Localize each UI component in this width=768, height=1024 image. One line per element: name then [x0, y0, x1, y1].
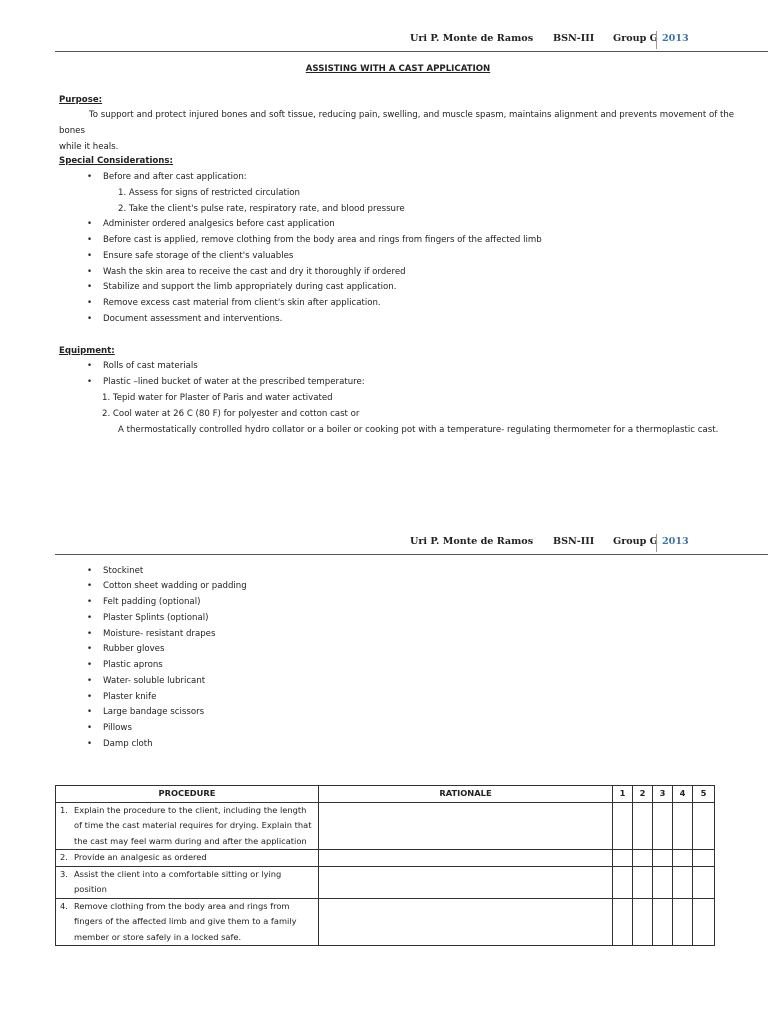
list-item — [87, 267, 406, 277]
list-item — [87, 739, 153, 749]
list-item-text: Document assessment and interventions. — [103, 314, 283, 324]
step-text: of time the cast material requires for drying. Explain that — [74, 820, 312, 830]
bullet-icon: • — [87, 377, 93, 387]
list-item — [87, 581, 247, 591]
list-item — [87, 298, 381, 308]
procedure-cell — [56, 866, 319, 898]
list-item — [87, 629, 215, 639]
header-rule — [55, 51, 768, 52]
rationale-cell[interactable] — [319, 866, 613, 898]
score-cell[interactable] — [673, 866, 693, 898]
list-item — [87, 219, 335, 229]
group-label: Group G — [613, 33, 658, 44]
year-label: 2013 — [662, 536, 689, 547]
score-cell[interactable] — [653, 866, 673, 898]
bullet-icon: • — [87, 267, 93, 277]
list-item: 1. Assess for signs of restricted circulation — [118, 188, 300, 198]
score-cell[interactable] — [613, 898, 633, 946]
bullet-icon: • — [87, 692, 93, 702]
score-cell[interactable] — [653, 850, 673, 867]
list-item-text: Rubber gloves — [103, 644, 165, 654]
list-item-text: Stockinet — [103, 566, 144, 576]
list-item: 1. Tepid water for Plaster of Paris and water activated — [102, 393, 333, 403]
author-name: Uri P. Monte de Ramos — [410, 536, 534, 547]
step-text: Assist the client into a comfortable sitting or lying — [74, 868, 282, 879]
bullet-icon: • — [87, 314, 93, 324]
score-cell[interactable] — [633, 866, 653, 898]
list-item-text: Plaster knife — [103, 692, 157, 702]
bullet-icon: • — [87, 251, 93, 261]
step-number: 2. — [60, 852, 68, 862]
list-item — [87, 282, 396, 292]
rationale-cell[interactable] — [319, 802, 613, 850]
list-item-text: Administer ordered analgesics before cast application — [103, 219, 335, 229]
list-item — [87, 566, 143, 576]
list-item — [87, 235, 542, 245]
list-item: 2. Cool water at 26 C (80 F) for polyester and cotton cast or — [102, 409, 360, 419]
score-column-header: 4 — [673, 786, 693, 803]
list-item-text: Wash the skin area to receive the cast and dry it thoroughly if ordered — [103, 267, 406, 277]
table-row — [56, 850, 715, 867]
score-cell[interactable] — [633, 898, 653, 946]
score-column-header: 2 — [633, 786, 653, 803]
bullet-icon: • — [87, 723, 93, 733]
list-item — [87, 644, 164, 654]
procedure-table — [55, 785, 715, 946]
list-item-text: Damp cloth — [103, 739, 153, 749]
purpose-line-2: while it heals. — [59, 142, 119, 152]
table-header-row — [56, 786, 715, 803]
list-item-text: Remove excess cast material from client's skin after application. — [103, 298, 381, 308]
list-item-text: Plaster Splints (optional) — [103, 613, 209, 623]
list-item-text: Before cast is applied, remove clothing from the body area and rings from fingers of the affected limb — [103, 235, 542, 245]
list-item-text: Stabilize and support the limb appropriately during cast application. — [103, 282, 397, 292]
list-item — [87, 251, 293, 261]
document-title: ASSISTING WITH A CAST APPLICATION — [305, 64, 491, 74]
procedure-column-header: PROCEDURE — [56, 786, 319, 803]
rationale-cell[interactable] — [319, 898, 613, 946]
rationale-column-header: RATIONALE — [319, 786, 613, 803]
step-text: fingers of the affected limb and give them to a family — [74, 916, 297, 926]
score-cell[interactable] — [633, 850, 653, 867]
bullet-icon: • — [87, 644, 93, 654]
score-cell[interactable] — [673, 850, 693, 867]
list-item — [87, 172, 247, 182]
bullet-icon: • — [87, 172, 93, 182]
procedure-cell — [56, 850, 319, 867]
list-item-text: Cotton sheet wadding or padding — [103, 581, 247, 591]
equipment-note: A thermostatically controlled hydro collator or a boiler or cooking pot with a temperature- regulating thermometer for a thermoplastic cast. — [118, 425, 719, 435]
score-column-header: 1 — [613, 786, 633, 803]
purpose-text — [59, 107, 749, 155]
table-row — [56, 898, 715, 946]
bullet-icon: • — [87, 219, 93, 229]
header-separator — [656, 31, 657, 49]
page-header — [55, 536, 768, 552]
bullet-icon: • — [87, 676, 93, 686]
header-rule — [55, 554, 768, 555]
list-item-text: Large bandage scissors — [103, 707, 205, 717]
list-item — [87, 361, 198, 371]
score-cell[interactable] — [613, 866, 633, 898]
table-row — [56, 802, 715, 850]
step-text: Remove clothing from the body area and rings from — [74, 900, 290, 911]
score-cell[interactable] — [693, 866, 715, 898]
list-item-text: Water- soluble lubricant — [103, 676, 206, 686]
bullet-icon: • — [87, 613, 93, 623]
bullet-icon: • — [87, 566, 93, 576]
score-column-header: 5 — [693, 786, 715, 803]
list-item-text: Before and after cast application: — [103, 172, 247, 182]
header-separator — [656, 534, 657, 552]
bullet-icon: • — [87, 282, 93, 292]
step-text: Provide an analgesic as ordered — [74, 852, 207, 862]
group-label: Group G — [613, 536, 658, 547]
level-label: BSN-III — [553, 536, 595, 547]
score-cell[interactable] — [693, 802, 715, 850]
score-cell[interactable] — [673, 898, 693, 946]
list-item — [87, 723, 132, 733]
list-item — [87, 660, 163, 670]
list-item — [87, 597, 200, 607]
level-label: BSN-III — [553, 33, 595, 44]
bullet-icon: • — [87, 597, 93, 607]
list-item — [87, 377, 365, 387]
year-label: 2013 — [662, 33, 689, 44]
list-item-text: Pillows — [103, 723, 132, 733]
bullet-icon: • — [87, 235, 93, 245]
page-header — [55, 33, 768, 49]
list-item — [87, 707, 204, 717]
score-cell[interactable] — [613, 850, 633, 867]
list-item-text: Plastic –lined bucket of water at the prescribed temperature: — [103, 377, 365, 387]
list-item-text: Plastic aprons — [103, 660, 163, 670]
bullet-icon: • — [87, 581, 93, 591]
score-cell[interactable] — [653, 802, 673, 850]
score-cell[interactable] — [693, 898, 715, 946]
purpose-label: Purpose: — [59, 95, 103, 105]
equipment-label: Equipment: — [59, 346, 115, 356]
bullet-icon: • — [87, 361, 93, 371]
step-text: Explain the procedure to the client, including the length — [74, 804, 307, 815]
score-cell[interactable] — [613, 802, 633, 850]
list-item-text: Rolls of cast materials — [103, 361, 198, 371]
bullet-icon: • — [87, 660, 93, 670]
purpose-line-1: To support and protect injured bones and soft tissue, reducing pain, swelling, and muscle spasm, maintains alignment and prevents movement of the bones — [59, 110, 735, 136]
list-item-text: Moisture- resistant drapes — [103, 629, 216, 639]
bullet-icon: • — [87, 298, 93, 308]
rationale-cell[interactable] — [319, 850, 613, 867]
list-item: 2. Take the client's pulse rate, respiratory rate, and blood pressure — [118, 204, 405, 214]
step-text: the cast may feel warm during and after the application — [74, 835, 307, 846]
score-cell[interactable] — [653, 898, 673, 946]
score-cell[interactable] — [673, 802, 693, 850]
bullet-icon: • — [87, 739, 93, 749]
list-item-text: Ensure safe storage of the client's valuables — [103, 251, 294, 261]
list-item — [87, 314, 282, 324]
step-number: 3. — [60, 868, 68, 879]
author-name: Uri P. Monte de Ramos — [410, 33, 534, 44]
step-text: member or store safely in a locked safe. — [74, 931, 242, 942]
bullet-icon: • — [87, 707, 93, 717]
procedure-cell — [56, 802, 319, 850]
step-text: position — [74, 884, 107, 894]
list-item — [87, 676, 205, 686]
procedure-cell — [56, 898, 319, 946]
bullet-icon: • — [87, 629, 93, 639]
score-cell[interactable] — [633, 802, 653, 850]
step-number: 1. — [60, 804, 68, 815]
list-item-text: Felt padding (optional) — [103, 597, 201, 607]
table-row — [56, 866, 715, 898]
score-column-header: 3 — [653, 786, 673, 803]
list-item — [87, 692, 156, 702]
score-cell[interactable] — [693, 850, 715, 867]
special-considerations-label: Special Considerations: — [59, 156, 173, 166]
step-number: 4. — [60, 900, 68, 911]
list-item — [87, 613, 208, 623]
